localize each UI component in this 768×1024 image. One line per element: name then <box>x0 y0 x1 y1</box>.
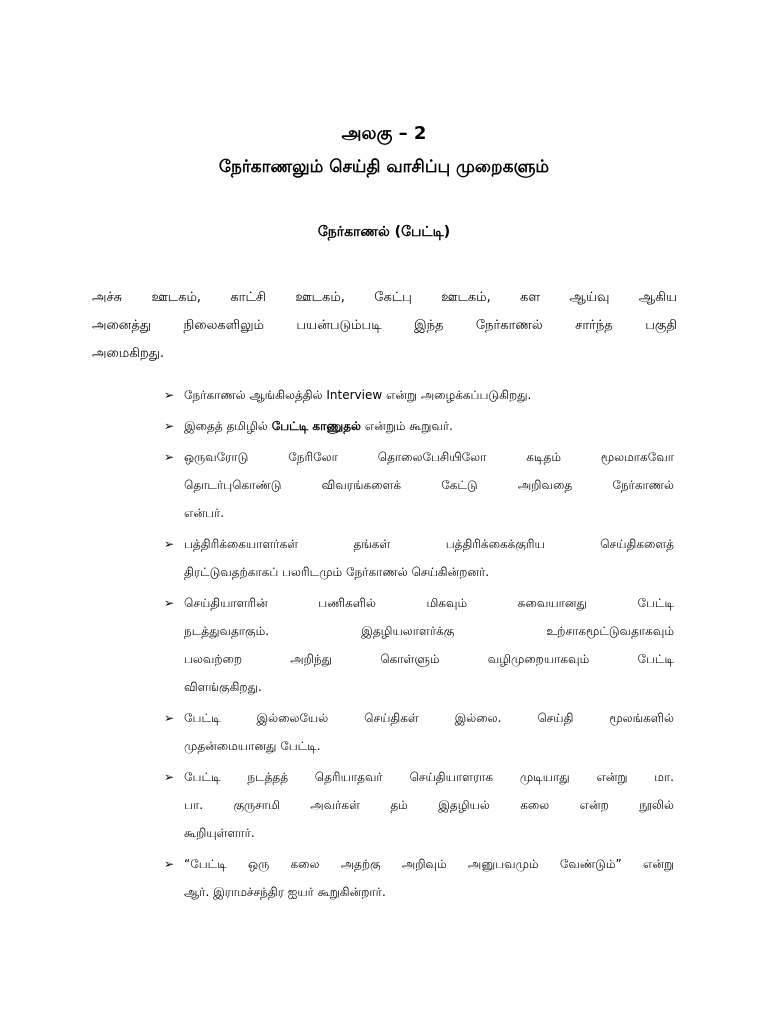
arrow-bullet-icon: ➢ <box>164 770 175 784</box>
intro-line: அமைகிறது. <box>92 346 165 361</box>
list-item-line: பத்திரிக்கையாளர்கள் தங்கள் பத்திரிக்கைக்குரிய செய்திகளைத் <box>184 537 674 551</box>
bullet-list <box>162 381 674 909</box>
arrow-bullet-icon: ➢ <box>164 711 175 725</box>
arrow-bullet-icon: ➢ <box>164 537 175 551</box>
list-item-line: பா. குருசாமி அவர்கள் தம் இதழியல் கலை என்ற நூலில் <box>184 798 674 812</box>
list-item-text: என்றும் கூறுவர். <box>361 419 453 433</box>
chapter-title: நேர்காணலும் செய்தி வாசிப்பு முறைகளும் <box>218 157 550 177</box>
intro-line: அனைத்து நிலைகளிலும் பயன்படும்படி இந்த நேர்காணல் சார்ந்த பகுதி <box>92 318 677 333</box>
arrow-bullet-icon: ➢ <box>164 419 175 433</box>
list-item-line: ஆர். இராமச்சந்திர ஐயர் கூறுகின்றார். <box>184 885 386 899</box>
list-item-line: செய்தியாளரின் பணிகளில் மிகவும் சுவையானது பேட்டி <box>184 596 674 610</box>
list-item-text: இதைத் தமிழில் <box>184 419 272 433</box>
list-item-line: கூறியுள்ளார். <box>184 826 255 840</box>
list-item-line: திரட்டுவதற்காகப் பலரிடமும் நேர்காணல் செய்கின்றனர். <box>184 565 490 579</box>
list-item <box>162 763 674 847</box>
arrow-bullet-icon: ➢ <box>164 857 175 871</box>
list-item <box>162 704 674 760</box>
arrow-bullet-icon: ➢ <box>164 388 175 402</box>
intro-line: அச்சு ஊடகம், காட்சி ஊடகம், கேட்பு ஊடகம், கள ஆய்வு ஆகிய <box>92 290 677 305</box>
list-item <box>162 412 674 440</box>
list-item <box>162 850 674 906</box>
section-title: நேர்காணல் (பேட்டி) <box>317 224 451 240</box>
list-item-line <box>184 412 674 440</box>
unit-title: அலகு – 2 <box>341 123 427 144</box>
list-item-line: பேட்டி இல்லையேல் செய்திகள் இல்லை. செய்தி மூலங்களில் <box>184 711 674 725</box>
bold-term: பேட்டி காணுதல் <box>271 419 361 433</box>
list-item-line: தொடர்புகொண்டு விவரங்களைக் கேட்டு அறிவதை நேர்காணல் <box>184 478 674 492</box>
list-item-line: முதன்மையானது பேட்டி. <box>184 739 321 753</box>
list-item-line: ஒருவரோடு நேரிலோ தொலைபேசியிலோ கடிதம் மூலமாகவோ <box>184 450 674 464</box>
list-item <box>162 530 674 586</box>
list-item-line: பலவற்றை அறிந்து கொள்ளும் வழிமுறையாகவும் பேட்டி <box>184 652 674 666</box>
list-item <box>162 381 674 409</box>
list-item-line: “பேட்டி ஒரு கலை அதற்கு அறிவும் அனுபவமும் வேண்டும்” என்று <box>184 857 674 871</box>
list-item <box>162 589 674 701</box>
arrow-bullet-icon: ➢ <box>164 596 175 610</box>
list-item-line: நேர்காணல் ஆங்கிலத்தில் Interview என்று அழைக்கப்படுகிறது. <box>184 388 532 402</box>
list-item <box>162 443 674 527</box>
arrow-bullet-icon: ➢ <box>164 450 175 464</box>
intro-paragraph <box>92 284 677 368</box>
list-item-line: பேட்டி நடத்தத் தெரியாதவர் செய்தியாளராக முடியாது என்று மா. <box>184 770 674 784</box>
list-item-line: விளங்குகிறது. <box>184 680 262 694</box>
list-item-line: என்பர். <box>184 506 225 520</box>
list-item-line: நடத்துவதாகும். இதழியலாளர்க்கு உற்சாகமூட்டுவதாகவும் <box>184 624 674 638</box>
